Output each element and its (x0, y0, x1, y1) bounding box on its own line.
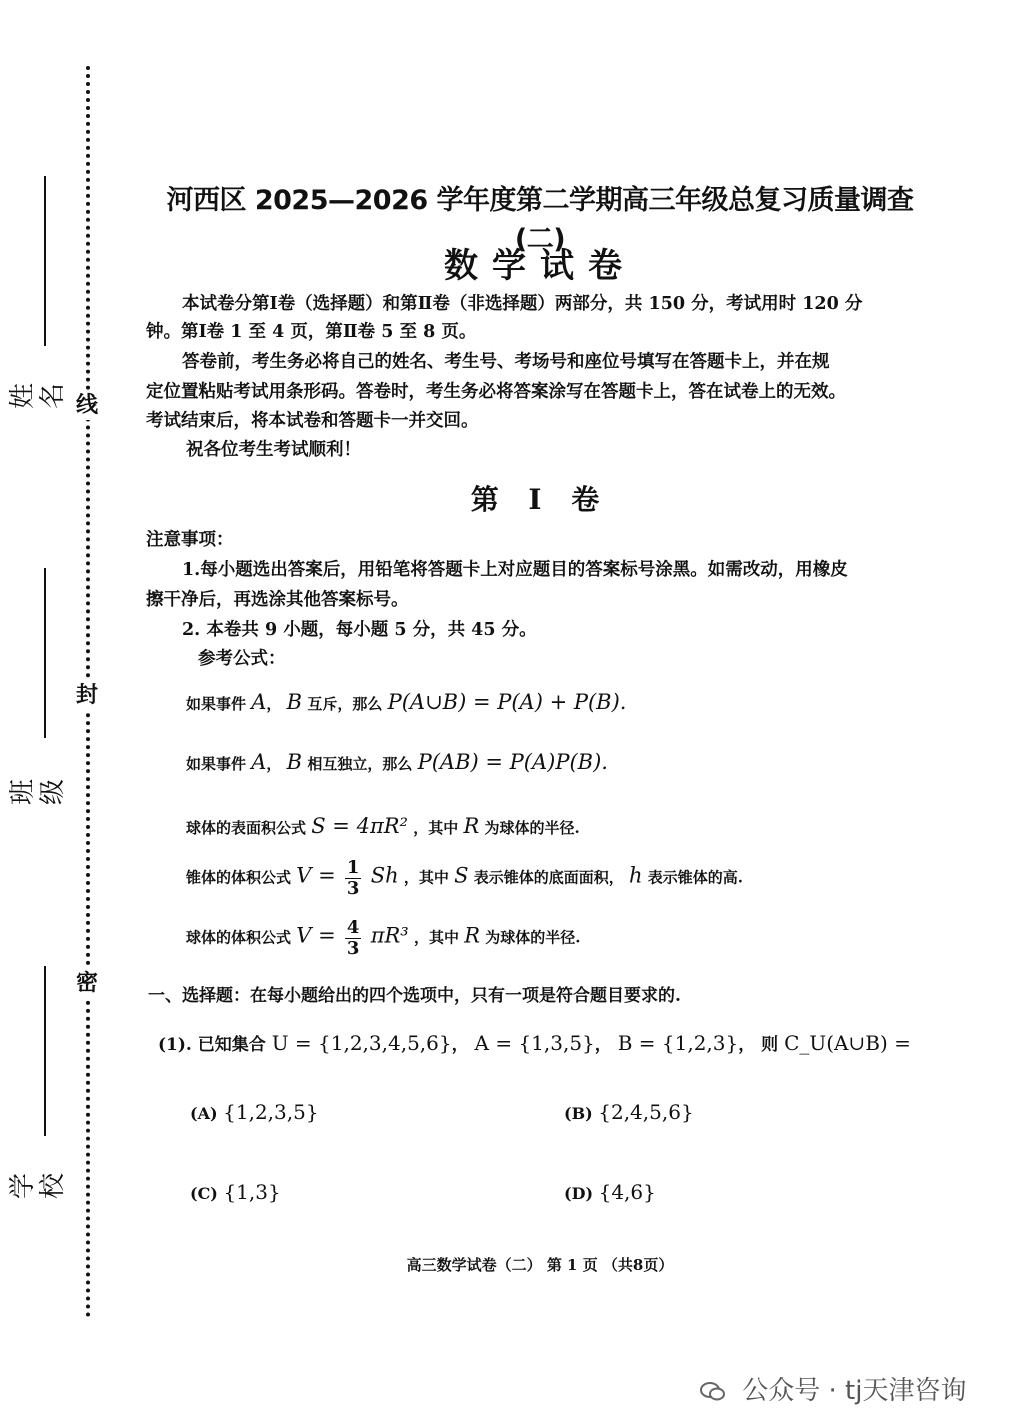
option-a-label: (A) (190, 1104, 218, 1123)
name-field-line (44, 176, 46, 346)
intro-line-2: 钟。第Ⅰ卷 1 至 4 页，第Ⅱ卷 5 至 8 页。 (146, 322, 477, 342)
formula-independent: 如果事件 A， B 相互独立，那么 P(AB) = P(A)P(B). (186, 750, 608, 774)
option-a[interactable] (190, 1100, 319, 1124)
option-b-value: {2,4,5,6} (598, 1100, 694, 1124)
option-c-value: {1,3} (223, 1180, 281, 1204)
wechat-icon (700, 1382, 726, 1402)
option-c-label: (C) (190, 1184, 218, 1203)
cut-word-line: 线 (72, 390, 102, 420)
formula-heading: 参考公式： (198, 649, 286, 669)
option-c[interactable] (190, 1180, 281, 1204)
option-d[interactable] (564, 1180, 656, 1204)
formula-1-expression: P(A∪B) = P(A) + P(B). (387, 690, 627, 714)
class-field-line (44, 568, 46, 738)
set-B: B = {1,2,3} (617, 1031, 739, 1055)
intro-line-5: 考试结束后，将本试卷和答题卡一并交回。 (146, 411, 479, 431)
notes-item-1-line-1: 1.每小题选出答案后，用铅笔将答题卡上对应题目的答案标号涂黑。如需改动，用橡皮 (182, 560, 848, 580)
notes-item-1-line-2: 擦干净后，再选涂其他答案标号。 (146, 590, 409, 610)
option-d-label: (D) (564, 1184, 594, 1203)
cut-word-seal: 封 (72, 680, 102, 710)
section-title: 第 Ⅰ 卷 (470, 483, 610, 516)
set-A: A = {1,3,5} (474, 1031, 595, 1055)
complement-expression: C_U(A∪B) = (784, 1031, 911, 1055)
name-field[interactable] (8, 176, 68, 416)
intro-line-4: 定位置粘贴考试用条形码。答卷时，考生务必将答案涂写在答题卡上，答在试卷上的无效。 (146, 382, 846, 402)
watermark-text: 公众号 · tj天津咨询 (742, 1376, 967, 1406)
intro-line-1: 本试卷分第Ⅰ卷（选择题）和第Ⅱ卷（非选择题）两部分，共 150 分，考试用时 120 分 (182, 294, 863, 314)
class-field-label: 班级 (8, 779, 68, 806)
name-field-label: 姓名 (8, 383, 68, 410)
fraction-four-thirds: $\frac{4}{3}$ (346, 917, 360, 959)
notes-heading: 注意事项： (146, 530, 234, 550)
intro-line-6: 祝各位考生考试顺利！ (186, 440, 361, 460)
formula-cone-volume: 锥体的体积公式 V = $\frac{1}{3}$ Sh ，其中 S 表示锥体的底面面积， h 表示锥体的高. (186, 857, 743, 899)
class-field[interactable] (8, 568, 68, 828)
school-field-line (44, 966, 46, 1136)
option-b-label: (B) (564, 1104, 593, 1123)
exam-subtitle: 数学试卷 (444, 246, 636, 286)
formula-mutually-exclusive: 如果事件 A， B 互斥，那么 P(A∪B) = P(A) + P(B). (186, 690, 627, 714)
question-1-number: (1). (158, 1035, 192, 1055)
wechat-watermark (700, 1370, 966, 1407)
fraction-one-third: $\frac{1}{3}$ (346, 857, 360, 899)
exam-title: 河西区 2025—2026 学年度第二学期高三年级总复习质量调查(二) (166, 185, 914, 255)
formula-2-expression: P(AB) = P(A)P(B). (417, 750, 608, 774)
question-1: (1). 已知集合 U = {1,2,3,4,5,6}， A = {1,3,5}， B = {1,2,3}， 则 C_U(A∪B) = (158, 1031, 911, 1055)
page-footer: 高三数学试卷（二） 第 1 页 （共8页） (406, 1256, 674, 1274)
formula-sphere-surface: 球体的表面积公式 S = 4πR² ，其中 R 为球体的半径. (186, 814, 580, 838)
option-a-value: {1,2,3,5} (223, 1100, 319, 1124)
intro-line-3: 答卷前，考生务必将自己的姓名、考生号、考场号和座位号填写在答题卡上，并在规 (182, 352, 830, 372)
notes-item-2: 2. 本卷共 9 小题，每小题 5 分，共 45 分。 (182, 620, 537, 640)
school-field[interactable] (8, 966, 68, 1206)
set-U: U = {1,2,3,4,5,6} (271, 1031, 452, 1055)
formula-3-expression: S = 4πR² (311, 814, 408, 838)
part1-heading: 一、选择题：在每小题给出的四个选项中，只有一项是符合题目要求的. (148, 986, 681, 1006)
option-d-value: {4,6} (598, 1180, 656, 1204)
formula-sphere-volume: 球体的体积公式 V = $\frac{4}{3}$ πR³ ，其中 R 为球体的半径. (186, 917, 581, 959)
school-field-label: 学校 (8, 1173, 68, 1200)
option-b[interactable] (564, 1100, 694, 1124)
cut-word-secret: 密 (72, 968, 102, 998)
